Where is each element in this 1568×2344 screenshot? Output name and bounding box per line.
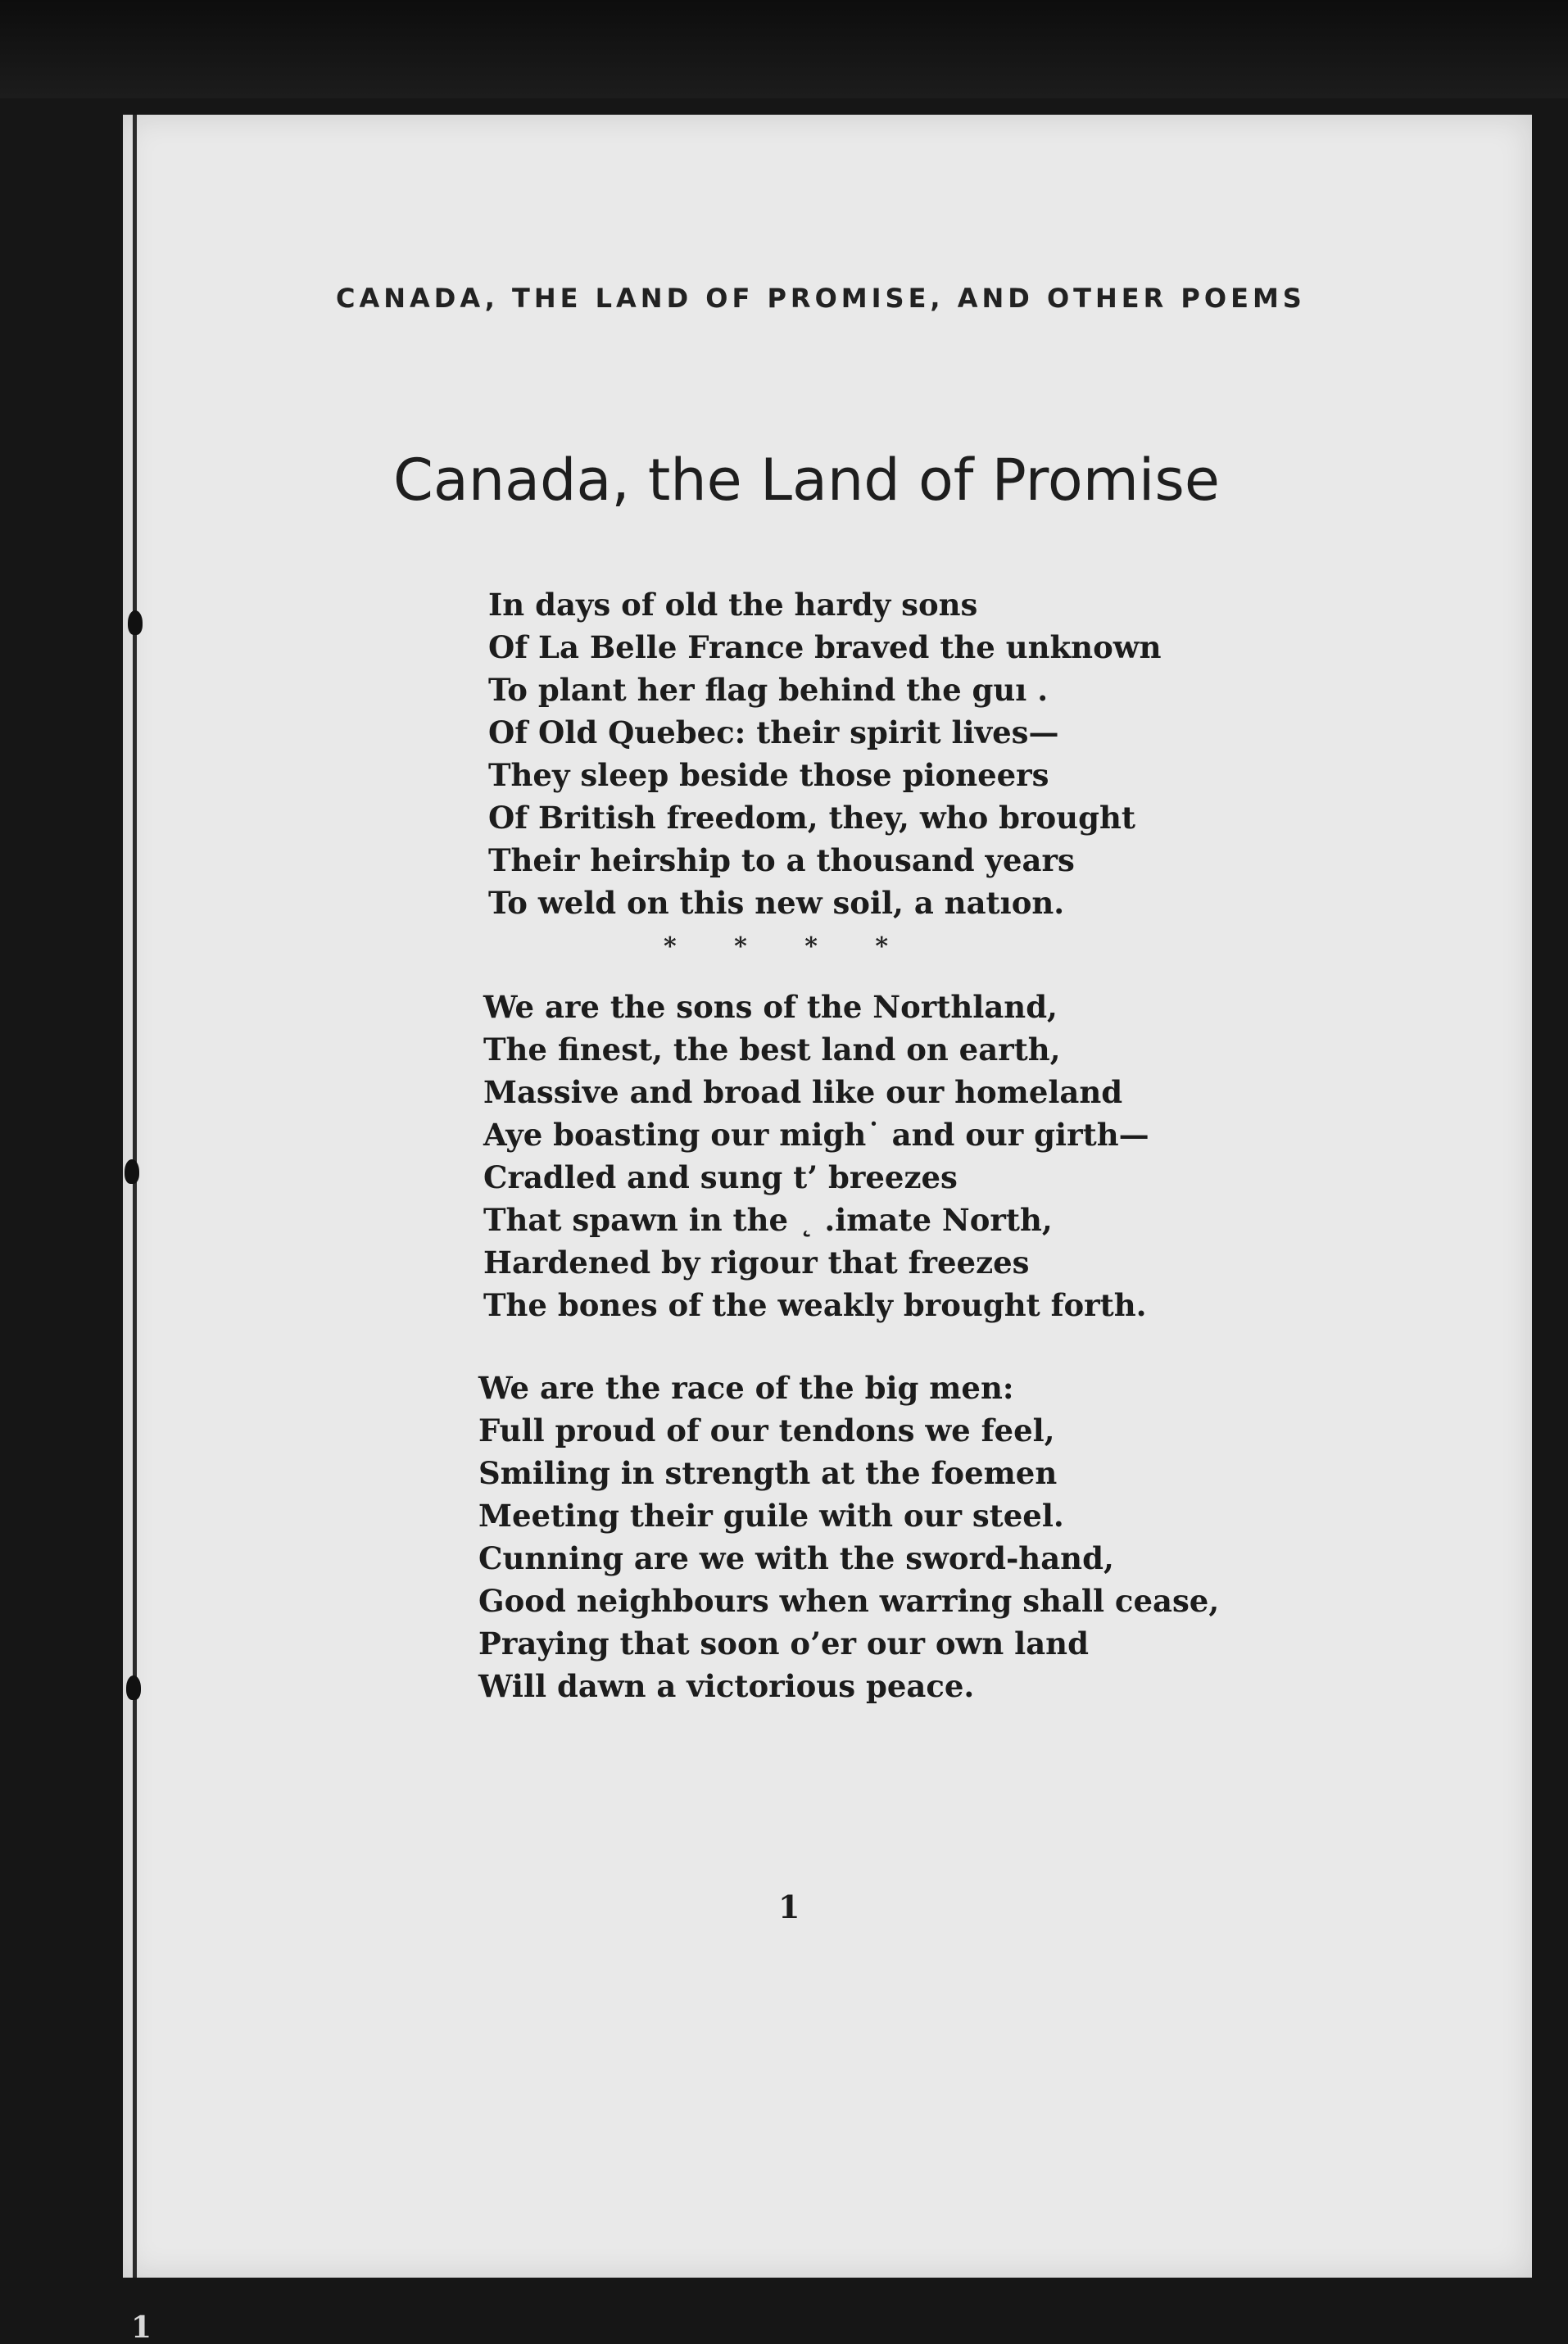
binding-mark bbox=[126, 1675, 141, 1700]
poem-line: The bones of the weakly brought forth. bbox=[483, 1287, 1147, 1323]
poem-line: Full proud of our tendons we feel, bbox=[478, 1412, 1055, 1449]
poem-line: Aye boasting our migh˙ and our girth— bbox=[483, 1117, 1149, 1153]
poem-line: Cradled and sung t’ breezes bbox=[483, 1159, 958, 1195]
poem-line: Their heirship to a thousand years bbox=[488, 842, 1075, 878]
poem-line: To weld on this new soil, a natıon. bbox=[488, 885, 1065, 921]
poem-line: To plant her flag behind the guı . bbox=[488, 672, 1049, 708]
poem-line: Hardened by rigour that freezes bbox=[483, 1245, 1030, 1281]
page-number: 1 bbox=[778, 1888, 800, 1925]
poem-line: In days of old the hardy sons bbox=[488, 587, 978, 623]
poem-line: Massive and broad like our homeland bbox=[483, 1074, 1123, 1110]
stanza bbox=[478, 1367, 1219, 1707]
stanza bbox=[483, 986, 1149, 1326]
running-head: CANADA, THE LAND OF PROMISE, AND OTHER POEMS bbox=[336, 283, 1306, 314]
poem-line: We are the race of the big men: bbox=[478, 1370, 1014, 1406]
poem-line: They sleep beside those pioneers bbox=[488, 757, 1049, 793]
poem-line: The finest, the best land on earth, bbox=[483, 1031, 1061, 1068]
page-spine-line bbox=[133, 115, 137, 2278]
poem-line: Will dawn a victorious peace. bbox=[478, 1668, 975, 1704]
stanza-separator: * * * * bbox=[664, 932, 913, 961]
poem-line: Of British freedom, they, who brought bbox=[488, 800, 1135, 836]
poem-line: Of Old Quebec: their spirit lives— bbox=[488, 714, 1059, 750]
poem-line: Cunning are we with the sword-hand, bbox=[478, 1540, 1114, 1576]
poem-line: That spawn in the ˛ .imate North, bbox=[483, 1202, 1053, 1238]
stanza bbox=[488, 583, 1162, 924]
poem-line: Meeting their guile with our steel. bbox=[478, 1498, 1064, 1534]
poem-line: Praying that soon o’er our own land bbox=[478, 1625, 1089, 1662]
poem-line: We are the sons of the Northland, bbox=[483, 989, 1058, 1025]
poem-line: Smiling in strength at the foemen bbox=[478, 1455, 1058, 1491]
scan-corner-mark: 1 bbox=[131, 2310, 152, 2344]
poem-line: Good neighbours when warring shall cease, bbox=[478, 1583, 1220, 1619]
binding-mark bbox=[125, 1159, 139, 1184]
scanner-edge bbox=[0, 0, 1568, 98]
poem-title: Canada, the Land of Promise bbox=[393, 447, 1220, 514]
binding-mark bbox=[128, 610, 143, 635]
poem-line: Of La Belle France braved the unknown bbox=[488, 629, 1162, 665]
